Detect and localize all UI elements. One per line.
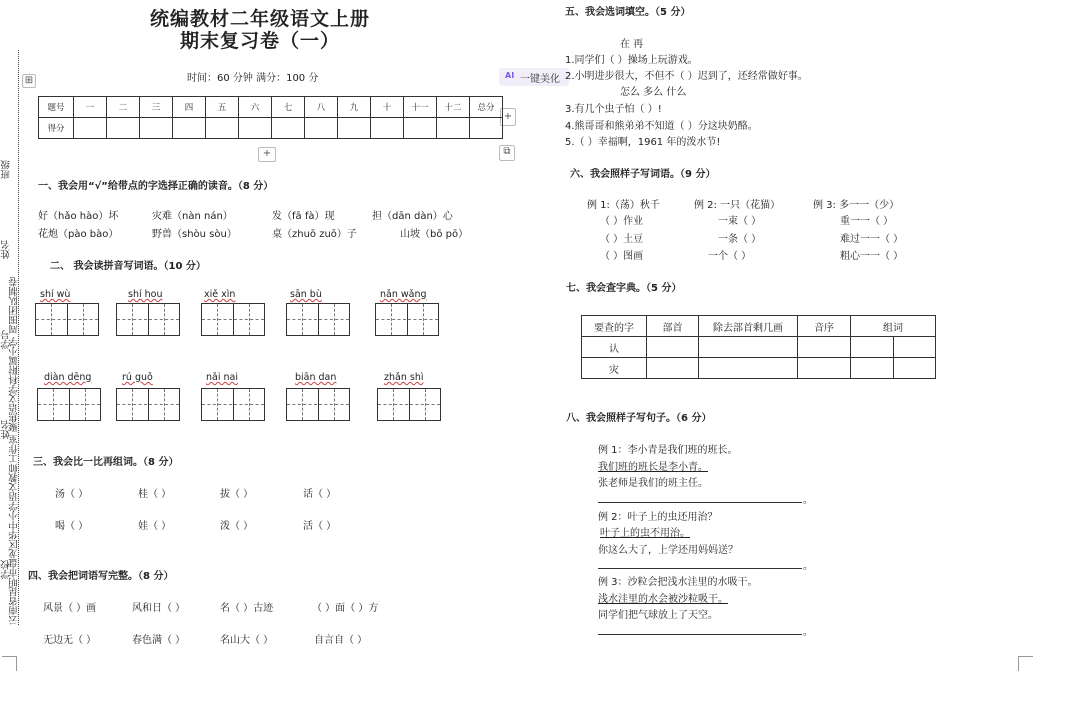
answer-line[interactable] xyxy=(598,634,802,635)
dictionary-table xyxy=(581,315,936,379)
section-8-title: 八、我会照样子写句子。（6 分） xyxy=(566,413,712,424)
add-column-button[interactable]: + xyxy=(500,108,516,126)
grid-icon[interactable]: ⊞ xyxy=(22,74,36,88)
dict-header-row xyxy=(582,316,936,337)
score-header: 总分 xyxy=(470,97,503,118)
score-table xyxy=(38,96,503,139)
s4-item: 春色满（ ） xyxy=(132,635,186,646)
score-cell[interactable] xyxy=(239,118,272,139)
s6-item: 一束（ ） xyxy=(718,216,762,227)
page-corner-mark xyxy=(1018,656,1033,671)
dict-cell[interactable] xyxy=(798,358,851,379)
question-sentence: 同学们把气球放上了天空。 xyxy=(598,610,718,621)
writing-grid[interactable] xyxy=(37,388,101,421)
score-header: 八 xyxy=(305,97,338,118)
binding-class-label: 班级 xyxy=(1,160,12,179)
dict-row xyxy=(582,337,936,358)
dict-header: 组词 xyxy=(851,316,936,337)
pinyin-label: diàn dēng xyxy=(44,372,92,383)
dict-header: 部首 xyxy=(647,316,699,337)
s5-item: 4.熊哥哥和熊弟弟不知道（ ）分这块奶酪。 xyxy=(565,121,758,132)
s6-item: 一条（ ） xyxy=(718,234,762,245)
s1-item: 灾难（nàn nán） xyxy=(152,211,233,222)
s3-item: 泼（ ） xyxy=(220,521,254,532)
s5-item: 2.小明进步很大，不但不（ ）迟到了，还经常做好事。 xyxy=(565,71,808,82)
s1-item: 桌（zhuō zuō）子 xyxy=(272,229,357,240)
period: 。 xyxy=(803,561,813,572)
section-3-title: 三、我会比一比再组词。（8 分） xyxy=(33,457,179,468)
score-cell[interactable] xyxy=(107,118,140,139)
dict-cell[interactable] xyxy=(893,358,936,379)
dict-header: 除去部首剩几画 xyxy=(699,316,798,337)
writing-grid[interactable] xyxy=(286,388,350,421)
s6-item: 重一一（ ） xyxy=(840,216,894,227)
score-cell[interactable] xyxy=(272,118,305,139)
s6-item: （ ）作业 xyxy=(600,216,644,227)
binding-strip xyxy=(0,50,30,630)
score-row xyxy=(39,118,503,139)
s6-example: 例 2: 一只（花猫） xyxy=(694,200,781,211)
score-cell[interactable] xyxy=(437,118,470,139)
score-cell[interactable] xyxy=(338,118,371,139)
pinyin-label: shí wù xyxy=(40,289,71,300)
dict-cell[interactable] xyxy=(851,337,894,358)
example-sentence: 例 3：沙粒会把浅水洼里的水吸干。 xyxy=(598,577,758,588)
beautify-button[interactable] xyxy=(499,68,569,86)
period: 。 xyxy=(803,627,813,638)
s6-example: 例 3: 多一一（少） xyxy=(813,200,900,211)
pinyin-label: rú guǒ xyxy=(122,372,153,383)
s3-item: 话（ ） xyxy=(303,489,337,500)
dict-cell[interactable] xyxy=(699,337,798,358)
binding-name-label: 姓名 xyxy=(1,240,12,259)
section-1-title: 一、我会用“√”给带点的字选择正确的读音。（8 分） xyxy=(38,181,274,192)
score-header: 六 xyxy=(239,97,272,118)
writing-grid[interactable] xyxy=(116,388,180,421)
pinyin-label: zhǎn shì xyxy=(384,372,424,383)
score-cell[interactable] xyxy=(173,118,206,139)
score-cell[interactable] xyxy=(74,118,107,139)
question-sentence: 张老师是我们的班主任。 xyxy=(598,478,708,489)
add-row-button[interactable]: + xyxy=(258,147,276,162)
dict-row xyxy=(582,358,936,379)
score-header: 四 xyxy=(173,97,206,118)
writing-grid[interactable] xyxy=(286,303,350,336)
score-header: 三 xyxy=(140,97,173,118)
dict-char: 灾 xyxy=(582,358,647,379)
dict-cell[interactable] xyxy=(893,337,936,358)
dict-cell[interactable] xyxy=(699,358,798,379)
score-cell[interactable] xyxy=(470,118,503,139)
s1-item: 好（hǎo hào）坏 xyxy=(38,211,119,222)
period: 。 xyxy=(803,495,813,506)
binding-school-label: 学校 xyxy=(1,560,12,579)
writing-grid[interactable] xyxy=(116,303,180,336)
score-header: 十二 xyxy=(437,97,470,118)
score-header: 十一 xyxy=(404,97,437,118)
score-cell[interactable] xyxy=(404,118,437,139)
s3-item: 桂（ ） xyxy=(138,489,172,500)
s6-item: （ ）土豆 xyxy=(600,234,644,245)
writing-grid[interactable] xyxy=(201,388,265,421)
pinyin-label: biān dan xyxy=(295,372,337,383)
dict-cell[interactable] xyxy=(647,358,699,379)
s3-item: 活（ ） xyxy=(303,521,337,532)
s4-item: 无边无（ ） xyxy=(43,635,97,646)
beautify-label: 一键美化 xyxy=(520,74,560,85)
example-answer: 我们班的班长是李小青。 xyxy=(598,462,708,473)
s6-item: 一个（ ） xyxy=(708,251,752,262)
writing-grid[interactable] xyxy=(35,303,99,336)
score-cell[interactable] xyxy=(206,118,239,139)
score-header: 九 xyxy=(338,97,371,118)
score-header: 题号 xyxy=(39,97,74,118)
score-header-row xyxy=(39,97,503,118)
score-cell[interactable] xyxy=(305,118,338,139)
writing-grid[interactable] xyxy=(201,303,265,336)
score-cell[interactable] xyxy=(371,118,404,139)
writing-grid[interactable] xyxy=(377,388,441,421)
s5-item: 1.同学们（ ）操场上玩游戏。 xyxy=(565,55,698,66)
s6-item: 难过一一（ ） xyxy=(840,234,904,245)
s4-item: 名（ ）古迹 xyxy=(220,603,274,614)
word-choices: 在 再 xyxy=(620,39,644,50)
dict-char: 认 xyxy=(582,337,647,358)
s1-item: 花炮（pào bào） xyxy=(38,229,119,240)
dict-cell[interactable] xyxy=(647,337,699,358)
s6-item: （ ）图画 xyxy=(600,251,644,262)
dict-cell[interactable] xyxy=(851,358,894,379)
s3-item: 汤（ ） xyxy=(55,489,89,500)
example-answer: 浅水洼里的水会被沙粒吸干。 xyxy=(598,594,728,605)
s5-item: 5.（ ）幸福啊，1961 年的泼水节! xyxy=(565,137,721,148)
binding-text: 云南省昆明市盘龙区华中小学语文教师工作室 聚焦语文学科附属小学 周围团队制卷 xyxy=(9,276,20,625)
question-sentence: 你这么大了，上学还用妈妈送？ xyxy=(598,545,738,556)
s3-item: 娃（ ） xyxy=(138,521,172,532)
pinyin-label: xiě xìn xyxy=(204,289,236,300)
page-subtitle: 期末复习卷（一） xyxy=(180,30,341,52)
word-choices: 怎么 多么 什么 xyxy=(620,87,687,98)
s1-item: 山坡（bō pō） xyxy=(400,229,469,240)
score-header: 十 xyxy=(371,97,404,118)
s1-item: 野兽（shòu sòu） xyxy=(152,229,237,240)
score-header: 五 xyxy=(206,97,239,118)
pinyin-label: nǎn wǎng xyxy=(380,289,427,300)
section-5-title: 五、我会选词填空。（5 分） xyxy=(565,7,691,18)
s4-item: 自言自（ ） xyxy=(314,635,368,646)
writing-grid[interactable] xyxy=(375,303,439,336)
s6-example: 例 1:（荡）秋千 xyxy=(587,200,660,211)
score-row-label: 得分 xyxy=(39,118,74,139)
pinyin-label: shí hou xyxy=(128,289,163,300)
s1-item: 担（dān dàn）心 xyxy=(372,211,453,222)
binding-num-label: 学号 xyxy=(1,330,12,349)
score-header: 一 xyxy=(74,97,107,118)
pinyin-label: nǎi nai xyxy=(206,372,238,383)
s5-item: 3.有几个虫子怕（ ）! xyxy=(565,104,662,115)
answer-line[interactable] xyxy=(598,502,802,503)
example-sentence: 例 2：叶子上的虫还用治？ xyxy=(598,512,718,523)
pinyin-label: sān bù xyxy=(290,289,322,300)
page-corner-mark xyxy=(2,656,17,671)
collapse-icon[interactable]: ⧉ xyxy=(499,145,515,161)
section-2-title: 二、 我会读拼音写词语。（10 分） xyxy=(50,261,206,272)
s3-item: 喝（ ） xyxy=(55,521,89,532)
s4-item: 风和日（ ） xyxy=(132,603,186,614)
s6-item: 粗心一一（ ） xyxy=(840,251,904,262)
s1-item: 发（fā fà）现 xyxy=(272,211,335,222)
binding-name-label-2: 姓名 xyxy=(1,420,12,439)
dict-header: 要查的字 xyxy=(582,316,647,337)
s3-item: 拔（ ） xyxy=(220,489,254,500)
score-cell[interactable] xyxy=(140,118,173,139)
section-4-title: 四、我会把词语写完整。（8 分） xyxy=(28,571,174,582)
example-sentence: 例 1：李小青是我们班的班长。 xyxy=(598,445,738,456)
section-7-title: 七、我会查字典。（5 分） xyxy=(566,283,682,294)
s4-item: （ ）面（ ）方 xyxy=(312,603,379,614)
exam-info: 时间：60 分钟 满分：100 分 xyxy=(187,73,319,84)
s4-item: 名山大（ ） xyxy=(220,635,274,646)
ai-icon: AI xyxy=(505,71,515,80)
s4-item: 风景（ ）画 xyxy=(43,603,97,614)
dict-header: 音序 xyxy=(798,316,851,337)
page-title: 统编教材二年级语文上册 xyxy=(150,8,371,30)
example-answer: 叶子上的虫不用治。 xyxy=(600,528,690,539)
score-header: 二 xyxy=(107,97,140,118)
score-header: 七 xyxy=(272,97,305,118)
dict-cell[interactable] xyxy=(798,337,851,358)
answer-line[interactable] xyxy=(598,568,802,569)
section-6-title: 六、我会照样子写词语。（9 分） xyxy=(570,169,716,180)
